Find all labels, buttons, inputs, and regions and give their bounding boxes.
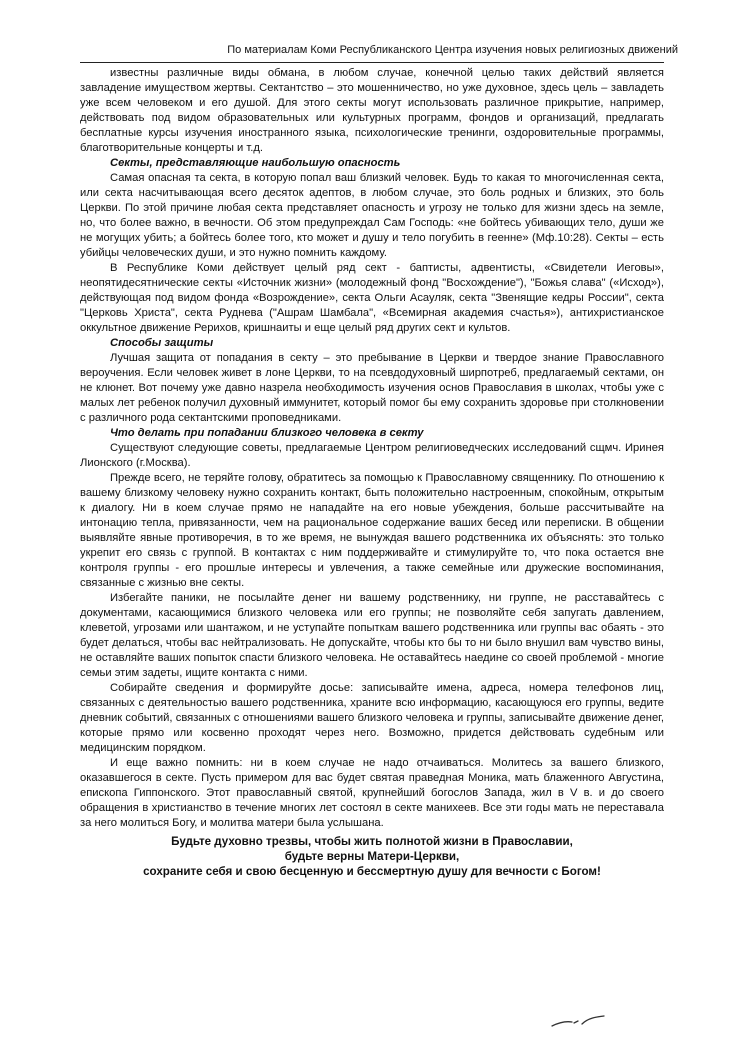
closing-line: Будьте духовно трезвы, чтобы жить полнотой жизни в Православии, (171, 835, 573, 848)
heading-protection-methods: Способы защиты (110, 337, 214, 349)
closing-appeal (80, 834, 664, 879)
paragraph-sect-deception: известны различные виды обмана, в любом случае, конечной целью таких действий является завладение имуществом жертвы. Сектантство – это мошенничество, но уже духовное, здесь цель – завладеть уже всем человеком и его душой. Для этого секты могут использовать различное прикрытие, например, действовать под видом образовательных или культурных программ, фондов и организаций, предлагать бесплатные курсы изучения иностранного языка, психологические тренинги, оздоровительные программы, благотворительные концерты и т.д. (80, 67, 664, 154)
document-body (80, 66, 664, 879)
paragraph-keep-contact: Прежде всего, не теряйте голову, обратитесь за помощью к Православному священнику. По отношению к вашему близкому человеку нужно сохранить контакт, быть положительно настроенным, спокойным, открытым к диалогу. Ни в коем случае прямо не нападайте на его новые убеждения, больше рассчитывайте на интонацию тепла, привязанности, чем на рациональное содержание ваших бесед или переписки. В общении выявляйте явные противоречия, в то же время, не вынуждая вашего родственника их объяснять: это только укрепит его связь с группой. В контактах с ним поддерживайте и стимулируйте то, что пока остается вне контроля группы - его прошлые интересы и увлечения, а также семейные или дружеские воспоминания, связанные с жизнью вне секты. (80, 472, 664, 589)
paragraph-do-not-despair: И еще важно помнить: ни в коем случае не надо отчаиваться. Молитесь за вашего близкого, оказавшегося в секте. Пусть примером для вас будет святая праведная Моника, мать блаженного Августина, епископа Гиппонского. Этот православный святой, крупнейший богослов Запада, жил в V в. и до своего обращения в христианство в течение многих лет состоял в секте манихеев. Все эти годы мать не переставала за него молиться Богу, и молитва матери была услышана. (80, 757, 664, 829)
paragraph-collect-info: Собирайте сведения и формируйте досье: записывайте имена, адреса, номера телефонов лиц, связанных с деятельностью вашего родственника, храните всю информацию, касающуюся его группы, ведите дневник событий, связанных с отношениями вашего близкого человека и группы, записывайте движение денег, которые прямо или косвенно проходят через него. Возможно, придется действовать судебным или медицинским порядком. (80, 682, 664, 754)
page-header-source: По материалам Коми Республиканского Центра изучения новых религиозных движений (227, 44, 678, 56)
closing-line: сохраните себя и свою бесценную и бессмертную душу для вечности с Богом! (143, 865, 601, 878)
paragraph-most-dangerous: Самая опасная та секта, в которую попал ваш близкий человек. Будь то какая то многочисленная секта, или секта насчитывающая всего десяток адептов, в любом случае, это боль родных и близких, это боль Церкви. По этой причине любая секта представляет опасность и угрозу не только для жизни здесь на земле, но, что более важно, в вечности. Об этом предупреждал Сам Господь: «не бойтесь убивающих тело, души же не могущих убить; а бойтесь более того, кто может и душу и тело погубить в геенне» (Мф.10:28). Секты – есть убийцы человеческих души, и это нужно помнить каждому. (80, 172, 664, 259)
paragraph-komi-sects-list: В Республике Коми действует целый ряд сект - баптисты, адвентисты, «Свидетели Иеговы», неопятидесятнические секты «Источник жизни» (молодежный фонд "Восхождение"), "Божья слава" («Исход»), действующая под видом фонда «Возрождение», секта Ольги Асауляк, секта "Звенящие кедры России", секта "Церковь Христа", секта Руднева ("Ашрам Шамбала", «Всемирная академия счастья»), антихристианское оккультное движение Рерихов, кришнаиты и еще целый ряд других сект и культов. (80, 262, 664, 334)
paragraph-avoid-panic: Избегайте паники, не посылайте денег ни вашему родственнику, ни группе, не расставайтесь с документами, касающимися близкого человека или его группы; не позволяйте себя запугать давлением, клеветой, угрозами или шантажом, и не уступайте попыткам вашего родственника или группы вас обаять - это будет делаться, чтобы вас нейтрализовать. Не допускайте, чтобы кто бы то ни было внушил вам чувство вины, не оставляйте ваших попыток спасти близкого человека. Не оставайтесь наедине со своей проблемой - многие семьи этим задеты, ищите контакта с ними. (80, 592, 664, 679)
handwritten-mark (548, 1012, 608, 1032)
heading-what-to-do: Что делать при попадании близкого человека в секту (110, 427, 424, 439)
paragraph-best-protection: Лучшая защита от попадания в секту – это пребывание в Церкви и твердое знание Православного вероучения. Если человек живет в лоне Церкви, то на псевдодуховный ширпотреб, предлагаемый сектами, он не клюнет. Вот почему уже давно назрела необходимость изучения основ Православия в школах, чтобы уже с малых лет ребенок получил духовный иммунитет, который помог бы ему сохранить здоровье при столкновении с различного рода сектантскими проповедниками. (80, 352, 664, 424)
header-divider (80, 62, 664, 63)
heading-most-dangerous-sects: Секты, представляющие наибольшую опасность (110, 157, 401, 169)
paragraph-advice-source: Существуют следующие советы, предлагаемые Центром религиоведческих исследований сщмч. Иринея Лионского (г.Москва). (80, 442, 664, 469)
closing-line: будьте верны Матери-Церкви, (284, 850, 460, 863)
